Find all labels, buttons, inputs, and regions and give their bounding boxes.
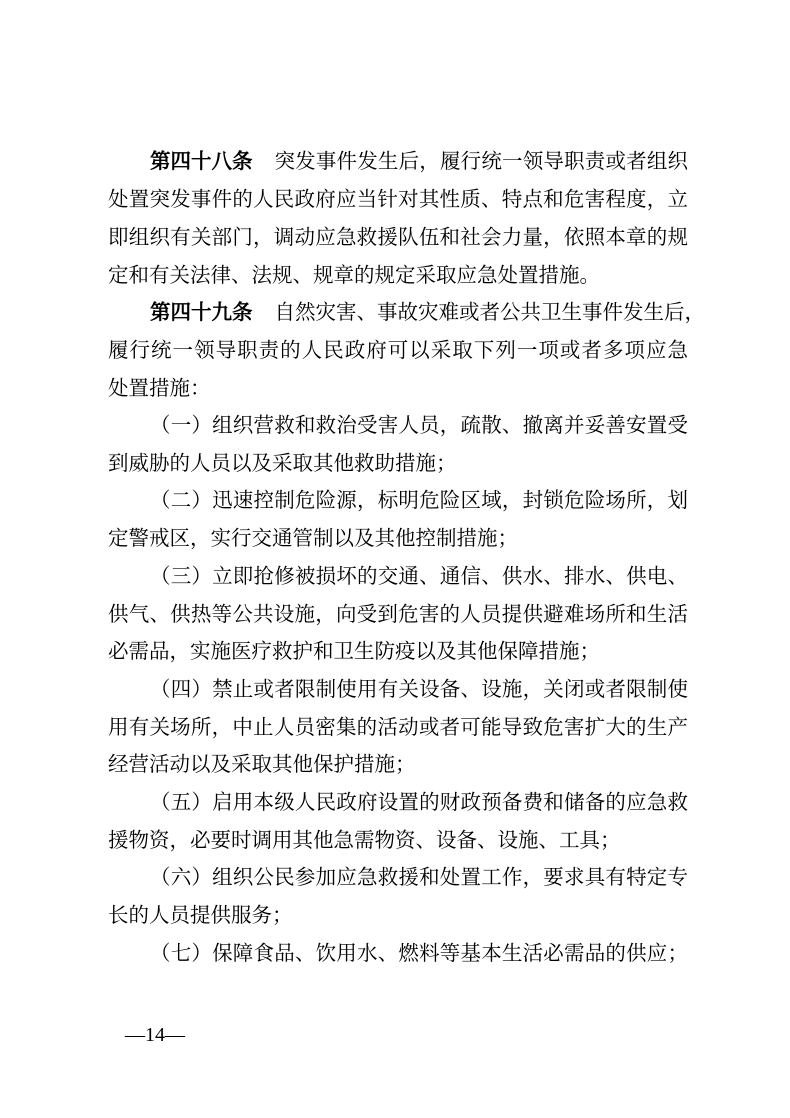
article-48-line-1 (150, 146, 688, 176)
article-48-line-1-text-wrap (275, 146, 689, 176)
article-49-line-1-text-wrap (275, 297, 706, 327)
list-item-1-line-1: （一）组织营救和救治受害人员，疏散、撤离并妥善安置受 (150, 413, 688, 437)
article-48-line-2: 处置突发事件的人民政府应当针对其性质、特点和危害程度，立 (108, 187, 688, 211)
list-item-3-line-3: 必需品，实施医疗救护和卫生防疫以及其他保障措施； (108, 639, 600, 663)
article-49-line-1 (150, 297, 705, 327)
article-48-title: 第四十八条 (150, 149, 253, 173)
list-item-2-line-1: （二）迅速控制危险源，标明危险区域，封锁危险场所，划 (150, 488, 688, 512)
list-item-4-line-1: （四）禁止或者限制使用有关设备、设施，关闭或者限制使 (150, 677, 688, 701)
list-item-6-line-1: （六）组织公民参加应急救援和处置工作，要求具有特定专 (150, 865, 688, 889)
article-48-line-3: 即组织有关部门，调动应急救援队伍和社会力量，依照本章的规 (108, 225, 688, 249)
article-49-line-1-text: 自然灾害、事故灾难或者公共卫生事件发生后， (274, 300, 705, 324)
list-item-4-line-2: 用有关场所，中止人员密集的活动或者可能导致危害扩大的生产 (108, 715, 688, 739)
article-48-line-4: 定和有关法律、法规、规章的规定采取应急处置措施。 (108, 263, 600, 287)
list-item-3-line-2: 供气、供热等公共设施，向受到危害的人员提供避难场所和生活 (108, 602, 688, 626)
list-item-2-line-2: 定警戒区，实行交通管制以及其他控制措施； (108, 526, 518, 550)
article-48-line-1-text: 突发事件发生后，履行统一领导职责或者组织 (274, 149, 688, 173)
list-item-4-line-3: 经营活动以及采取其他保护措施； (108, 752, 416, 776)
list-item-5-line-2: 援物资，必要时调用其他急需物资、设备、设施、工具； (108, 828, 621, 852)
article-49-title: 第四十九条 (150, 300, 253, 324)
list-item-7-line-1: （七）保障食品、饮用水、燃料等基本生活必需品的供应； (150, 941, 688, 965)
article-49-line-2: 履行统一领导职责的人民政府可以采取下列一项或者多项应急 (108, 338, 688, 362)
list-item-5-line-1: （五）启用本级人民政府设置的财政预备费和储备的应急救 (150, 790, 688, 814)
article-49-line-3: 处置措施： (108, 376, 211, 400)
page-number: —14— (125, 1024, 185, 1046)
list-item-1-line-2: 到威胁的人员以及采取其他救助措施； (108, 451, 457, 475)
list-item-6-line-2: 长的人员提供服务； (108, 903, 293, 927)
list-item-3-line-1: （三）立即抢修被损坏的交通、通信、供水、排水、供电、 (150, 564, 688, 588)
